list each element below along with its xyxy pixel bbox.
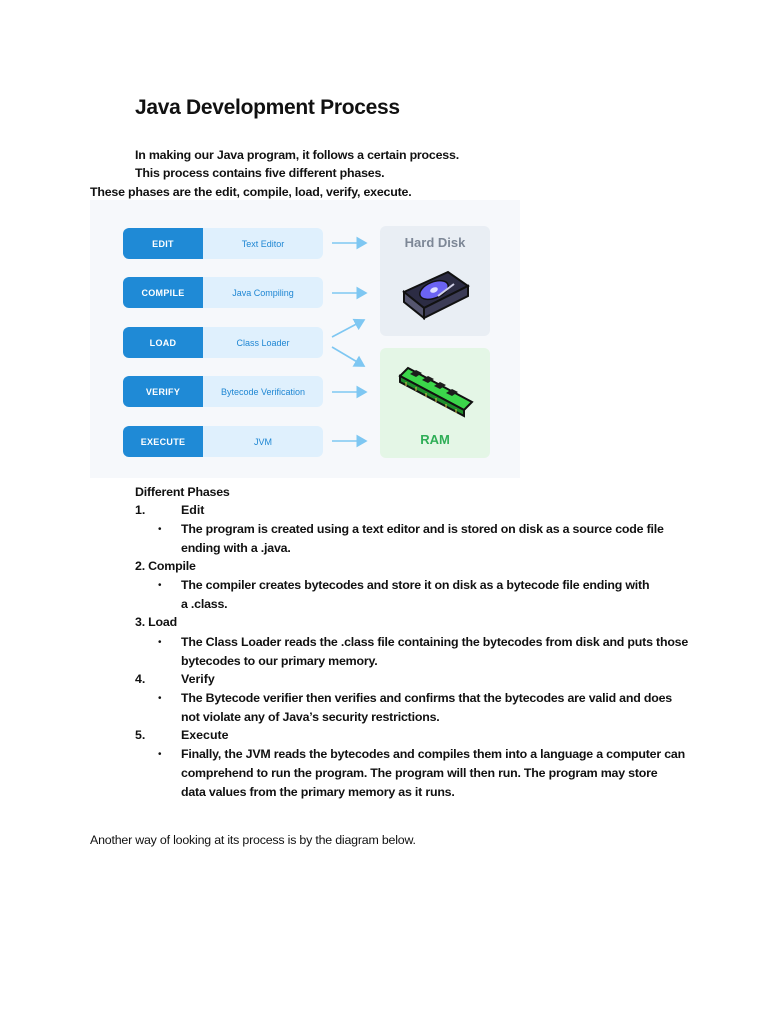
phase-5-bullet: • (158, 749, 162, 760)
phase-1-label: Edit (181, 503, 205, 517)
hard-disk-label: Hard Disk (404, 235, 466, 250)
phase-5-number: 5. (135, 728, 146, 742)
arrow-load-from-disk (332, 320, 364, 337)
phase-1-text-a: The program is created using a text editor and is stored on disk as a source code file (181, 522, 664, 536)
phase-5-label: Execute (181, 728, 229, 742)
ram-icon (396, 362, 474, 422)
hard-disk-box (380, 226, 490, 336)
phase-1-text-b: ending with a .java. (181, 541, 291, 555)
intro-line-2: This process contains five different phases. (135, 166, 385, 180)
step-verify-desc: Bytecode Verification (203, 376, 323, 407)
phase-2-text-b: a .class. (181, 597, 228, 611)
ram-box (380, 348, 490, 458)
intro-line-1: In making our Java program, it follows a certain process. (135, 148, 459, 162)
phase-4-text-b: not violate any of Java’s security restrictions. (181, 710, 440, 724)
phase-4-bullet: • (158, 693, 162, 704)
intro-line-3: These phases are the edit, compile, load, verify, execute. (90, 185, 412, 199)
step-verify-label: VERIFY (123, 376, 203, 407)
java-process-diagram (90, 200, 520, 478)
phase-3-text-b: bytecodes to our primary memory. (181, 654, 378, 668)
footer-text: Another way of looking at its process is by the diagram below. (90, 833, 416, 847)
ram-label: RAM (420, 432, 450, 447)
phase-2-label: 2. Compile (135, 559, 196, 573)
phase-2-text-a: The compiler creates bytecodes and store it on disk as a bytecode file ending with (181, 578, 650, 592)
step-execute-label: EXECUTE (123, 426, 203, 457)
phase-1-number: 1. (135, 503, 146, 517)
phase-1-bullet: • (158, 524, 162, 535)
step-compile-desc: Java Compiling (203, 277, 323, 308)
step-load-desc: Class Loader (203, 327, 323, 358)
step-load-label: LOAD (123, 327, 203, 358)
step-execute-desc: JVM (203, 426, 323, 457)
phase-4-number: 4. (135, 672, 146, 686)
step-edit-desc: Text Editor (203, 228, 323, 259)
phase-3-text-a: The Class Loader reads the .class file containing the bytecodes from disk and puts those (181, 635, 689, 649)
step-compile-label: COMPILE (123, 277, 203, 308)
page-title: Java Development Process (135, 96, 400, 119)
phase-4-label: Verify (181, 672, 215, 686)
phase-3-label: 3. Load (135, 615, 177, 629)
phase-3-bullet: • (158, 637, 162, 648)
phase-5-text-c: data values from the primary memory as it runs. (181, 785, 455, 799)
phases-heading: Different Phases (135, 485, 230, 499)
phase-4-text-a: The Bytecode verifier then verifies and confirms that the bytecodes are valid and does (181, 691, 672, 705)
step-edit-label: EDIT (123, 228, 203, 259)
arrow-load-to-ram (332, 347, 364, 366)
phase-5-text-b: comprehend to run the program. The program will then run. The program may store (181, 766, 658, 780)
phase-2-bullet: • (158, 580, 162, 591)
phase-5-text-a: Finally, the JVM reads the bytecodes and compiles them into a language a computer can (181, 747, 685, 761)
hard-disk-icon (398, 266, 474, 322)
